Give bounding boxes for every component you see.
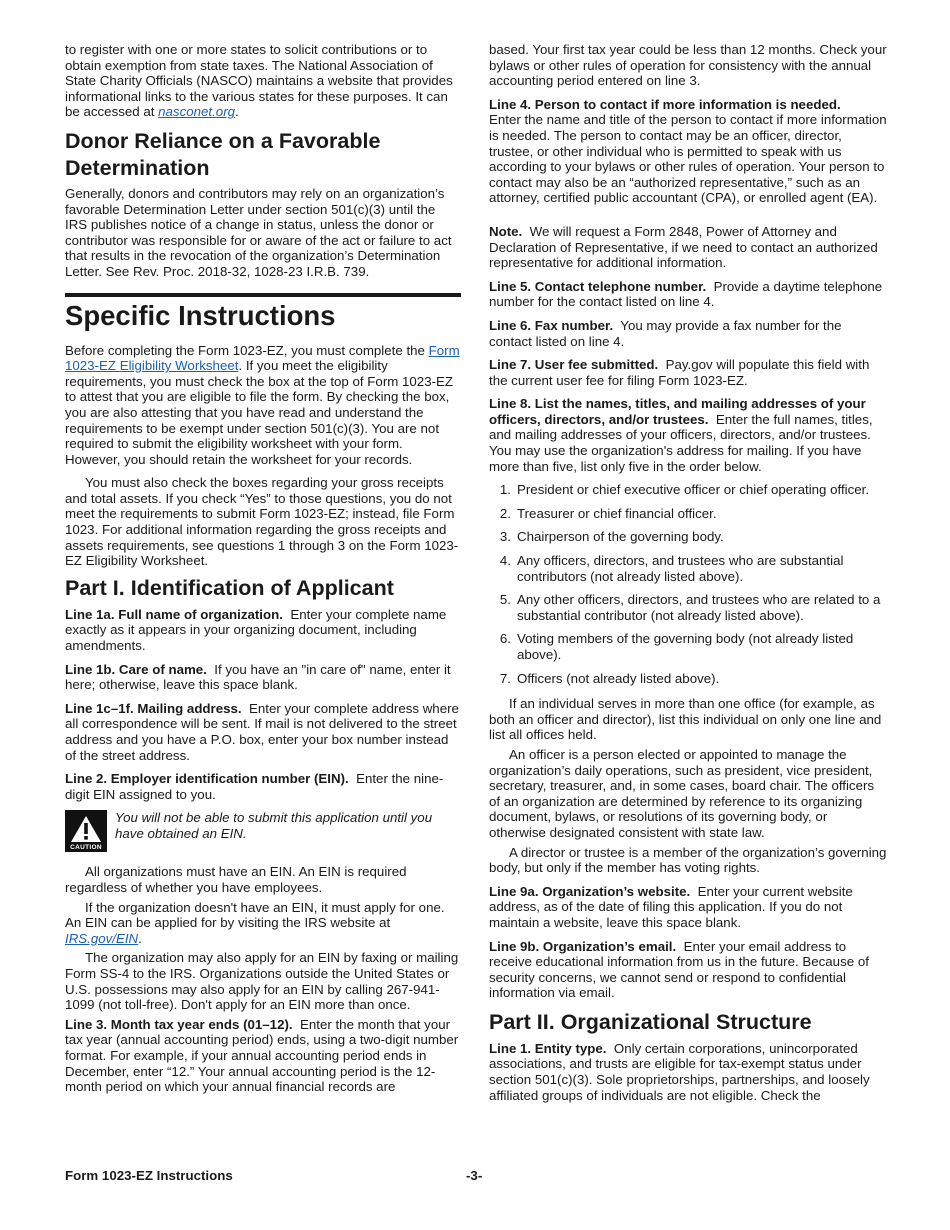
caution-text: You will not be able to submit this application until you have obtained an EIN. <box>115 810 433 841</box>
ein-paragraph-3: The organization may also apply for an EIN by faxing or mailing Form SS-4 to the IRS. Organizations outside the United States or U.S. possessions may also apply for an EIN by calling 267-941-1099 (not toll-free). Don't apply for an EIN more than once. <box>65 950 459 1013</box>
line-1b: Line 1b. Care of name. If you have an "in care of" name, enter it here; otherwise, leave this space blank. <box>65 661 451 693</box>
line-1a: Line 1a. Full name of organization. Enter your complete name exactly as it appears in your organizing document, including amendments. <box>65 606 447 654</box>
specific-instructions-p1: Before completing the Form 1023-EZ, you must complete the Form 1023-EZ Eligibility Worksheet. If you meet the eligibility requirements, you must check the box at the top of Form 1023-EZ to attest that you are eligible to file the form. By checking the box, you are also attesting that you have read and understand the requirements to be exempt under section 501(c)(3). You are not required to submit the eligibility worksheet with your form. However, you should retain the worksheet for your records. <box>65 342 460 467</box>
nasconet-link[interactable]: nasconet.org <box>158 104 236 120</box>
line-5: Line 5. Contact telephone number. Provide a daytime telephone number for the contact listed on line 4. <box>489 278 883 310</box>
footer-title: Form 1023-EZ Instructions <box>65 1168 233 1183</box>
warning-triangle-icon <box>69 814 103 844</box>
donor-reliance-heading: Donor Reliance on a Favorable Determination <box>65 128 381 180</box>
line-3: Line 3. Month tax year ends (01–12). Enter the month that your tax year (annual accounting period) ends, using a two-digit number format. For example, if your annual accounting period ends in December, enter “12.” Your annual accounting period is the 12-month period on which your annual financial records are <box>65 1016 459 1095</box>
officer-definition-paragraph: An officer is a person elected or appointed to manage the organization’s daily operations, such as president, vice president, secretary, treasurer, and, in some cases, board chair. The officers of an organization are determined by reference to its organizing document, bylaws, or resolutions of its governing body, or otherwise designated consistent with state law. <box>489 746 875 840</box>
eligibility-worksheet-link[interactable]: Form 1023-EZ Eligibility Worksheet <box>65 342 460 374</box>
line-1c-1f: Line 1c–1f. Mailing address. Enter your complete address where all correspondence will be sent. If mail is not delivered to the street address and you have a P.O. box, enter your box number instead of the street address. <box>65 700 459 763</box>
specific-instructions-heading: Specific Instructions <box>65 299 336 331</box>
list-item: 2. Treasurer or chief financial officer. <box>499 505 717 521</box>
line-9a: Line 9a. Organization’s website. Enter your current website address, as of the date of filing this application. If you do not maintain a website, leave this space blank. <box>489 883 853 930</box>
director-definition-paragraph: A director or trustee is a member of the organization’s governing body, but only if the member has voting rights. <box>489 844 887 876</box>
part1-heading: Part I. Identification of Applicant <box>65 575 394 600</box>
list-item: 1. President or chief executive officer or chief operating officer. <box>499 482 870 498</box>
line-2: Line 2. Employer identification number (EIN). Enter the nine-digit EIN assigned to you. <box>65 771 444 802</box>
donor-reliance-text: Generally, donors and contributors may rely on an organization’s favorable Determination Letter under section 501(c)(3) until the IRS publishes notice of a change in status, unless the donor or contributor was responsible for or aware of the act or failure to act that results in the revocation of the organization’s Determination Letter. See Rev. Proc. 2018-32, 1028-23 I.R.B. 739. <box>65 185 452 279</box>
irs-ein-link[interactable]: IRS.gov/EIN <box>65 930 139 946</box>
page-number: -3- <box>466 1168 483 1183</box>
caution-note <box>65 810 461 852</box>
note-paragraph: Note. We will request a Form 2848, Power of Attorney and Declaration of Representative, if we need to contact an authorized representative for additional information. <box>489 223 878 271</box>
line-9b: Line 9b. Organization’s email. Enter your email address to receive educational information from us in the future. Because of security concerns, we cannot send or respond to confidential information via email. <box>489 938 869 1001</box>
line-3-continued: based. Your first tax year could be less than 12 months. Check your bylaws or other rules of operation for consistency with the annual accounting period entered on line 3. <box>489 42 887 89</box>
section-divider <box>65 293 461 297</box>
left-column <box>65 42 461 1103</box>
intro-paragraph: to register with one or more states to solicit contributions or to obtain exemption from state taxes. The National Association of State Charity Officials (NASCO) maintains a website that provides informational links to the various states for these purposes. It can be accessed at nasconet.org. <box>65 42 453 120</box>
specific-instructions-p2: You must also check the boxes regarding your gross receipts and total assets. If you check “Yes” to those questions, you do not meet the requirements to submit Form 1023-EZ; instead, file Form 1023. For additional information regarding the gross receipts and assets requirements, see questions 1 through 3 on the Form 1023-EZ Eligibility Worksheet. <box>65 475 459 569</box>
ein-paragraph-1: All organizations must have an EIN. An EIN is required regardless of whether you have employees. <box>65 864 407 895</box>
caution-icon <box>65 810 107 852</box>
list-item: 7. Officers (not already listed above). <box>499 670 720 686</box>
list-item: 5. Any other officers, directors, and trustees who are related to a substantial contributor (not already listed above). <box>499 592 881 623</box>
list-item: 3. Chairperson of the governing body. <box>499 529 724 545</box>
list-item: 4. Any officers, directors, and trustees who are substantial contributors (not already listed above). <box>499 553 844 584</box>
officer-order-list <box>489 482 887 686</box>
list-item: 6. Voting members of the governing body (not already listed above). <box>499 631 854 662</box>
ein-paragraph-2: If the organization doesn't have an EIN, it must apply for one. An EIN can be applied for by visiting the IRS website at IRS.gov/EIN. <box>65 899 445 946</box>
line-4: Line 4. Person to contact if more information is needed. Enter the name and title of the person to contact if more information is needed. The person to contact may be an officer, director, trustee, or other individual who is permitted to speak with us according to your bylaws or other rules of operation. Your person to contact may also be an “authorized representative,” such as an attorney, certified public accountant (CPA), or enrolled agent (EA). <box>489 96 887 206</box>
line-8: Line 8. List the names, titles, and mailing addresses of your officers, directors, and/or trustees. Enter the full names, titles, and mailing addresses of your officers, directors, and/or trustees. You may use the organization's address for mailing. If you have more than five, list only five in the order below. <box>489 396 873 474</box>
part2-heading: Part II. Organizational Structure <box>489 1009 812 1034</box>
line-7: Line 7. User fee submitted. Pay.gov will populate this field with the current user fee for filing Form 1023-EZ. <box>489 357 870 388</box>
part2-line-1: Line 1. Entity type. Only certain corporations, unincorporated associations, and trusts are eligible for tax-exempt status under section 501(c)(3). Sole proprietorships, partnerships, and loosely affiliated groups of individuals are not eligible. Check the <box>489 1040 870 1103</box>
line-6: Line 6. Fax number. You may provide a fax number for the contact listed on line 4. <box>489 317 842 349</box>
right-column <box>489 42 887 1111</box>
multi-office-paragraph: If an individual serves in more than one office (for example, as both an officer and director), list this individual on only one line and list all offices held. <box>489 696 882 743</box>
caution-label: CAUTION <box>70 844 102 852</box>
